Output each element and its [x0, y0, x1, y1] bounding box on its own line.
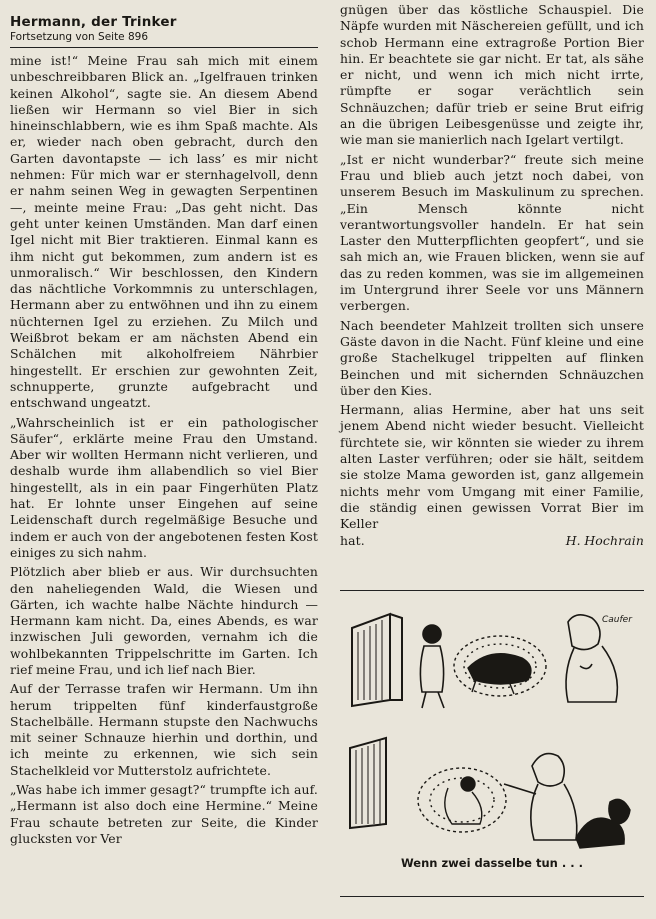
man-figure — [418, 768, 506, 832]
final-paragraph-text: Hermann, alias Hermine, aber hat uns seit jenem Abend nicht wieder besucht. Vielleicht fürchtete sie, wir könnten sie wieder zu ihrem alten Laster verführen; oder sie hält, seitdem sie stolze Mama geworden ist, ganz allgemein nichts mehr vom Umgang mit einer Familie, die ständig einen gewissen Vorrat Bier im Keller — [340, 402, 644, 532]
dog-drawing — [576, 799, 630, 848]
title-rule — [10, 47, 318, 48]
article-title: Hermann, der Trinker — [10, 14, 177, 30]
cartoon-illustration — [340, 588, 644, 888]
paragraph: Auf der Terrasse trafen wir Hermann. Um ihn herum trippelten fünf kinderfaustgroße Stachelbälle. Hermann stupste den Nachwuchs mit seiner Schnauze hierhin und dorthin, und ich meinte zu erkennen, wie sich sein Stachelkleid vor Mutterstolz aufrichtete. — [10, 681, 318, 778]
paragraph: „Ist er nicht wunderbar?“ freute sich meine Frau und blieb auch jetzt noch dabei, von unserem Besuch im Maskulinum zu sprechen. „Ein Mensch könnte nicht verantwortungsvoller handeln. Er hat sein Laster den Mutterpflichten geopfert“, und sie sah mich an, wie Frauen blicken, wenn sie auf das zu reden kommen, was sie im allgemeinen im Untergrund ihrer Seele vor uns Männern verbergen. — [340, 151, 644, 314]
door-drawing — [350, 738, 386, 828]
right-column — [340, 0, 644, 552]
woman-figure — [504, 754, 577, 840]
paragraph: mine ist!“ Meine Frau sah mich mit einem unbeschreibbaren Blick an. „Igelfrauen trinken keinen Alkohol“, sagte sie. An diesem Abend ließen wir Hermann so viel Bier in sich hineinschlabbern, wie es ihm Spaß machte. Als er, wieder nach oben gebracht, durch den Garten davontapste — ich lass’ es mir nicht nehmen: Für mich war er sternhagelvoll, denn er nahm seinen Weg in gewagten Serpentinen —, meinte meine Frau: „Das geht nicht. Das geht unter keinen Umständen. Man darf einen Igel nicht mit Bier traktieren. Einmal kann es ihm nicht gut bekommen, zum andern ist es unmoralisch.“ Wir beschlossen, den Kindern das nächtliche Vorkommnis zu unterschlagen, Hermann aber zu entwöhnen und ihn zu einem nüchternen Igel zu erziehen. Zu Milch und Weißbrot bekam er am nächsten Abend ein Schälchen mit alkoholfreiem Nährbier hingestellt. Er erschien zur gewohnten Zeit, schnupperte, grunzte aufgebracht und entschwand ungeatzt. — [10, 53, 318, 411]
paragraph: „Was habe ich immer gesagt?“ trumpfte ich auf. „Hermann ist also doch eine Hermine.“ Meine Frau schaute betreten zur Seite, die Kinder glucksten vor Ver — [10, 782, 318, 846]
cartoon-bottom-rule — [340, 896, 644, 897]
signature-line — [340, 533, 644, 549]
cartoon-signature: Caufer — [602, 615, 632, 625]
final-word: hat. — [340, 532, 365, 548]
cartoon-caption: Wenn zwei dasselbe tun . . . — [401, 856, 583, 870]
author-name: H. Hochrain — [565, 532, 644, 548]
paragraph: „Wahrscheinlich ist er ein pathologischer Säufer“, erklärte meine Frau den Umstand. Aber wir wollten Hermann nicht verlieren, und deshalb wurde ihm allabendlich so viel Bier hingestellt, als in ein paar Fingerhüten Platz hat. Er lohnte unser Eingehen auf seine Leidenschaft durch regelmäßige Besuche und indem er auch von der angebotenen festen Kost einiges zu sich nahm. — [10, 414, 318, 560]
final-paragraph — [340, 402, 644, 549]
paragraph: Plötzlich aber blieb er aus. Wir durchsuchten den naheliegenden Wald, die Wiesen und Gärten, ich wachte halbe Nächte hindurch — Hermann kam nicht. Da, eines Abends, es war inzwischen Juli geworden, vernahm ich die wohlbekannten Trippelschritte im Garten. Ich rief meine Frau, und ich lief nach Bier. — [10, 564, 318, 677]
man-figure — [420, 625, 444, 708]
door-drawing — [352, 614, 402, 706]
paragraph: gnügen über das köstliche Schauspiel. Die Näpfe wurden mit Näschereien gefüllt, und ich schob Hermann eine extragroße Portion Bier hin. Er beachtete sie gar nicht. Er tat, als sähe er nicht, und wenn ich mich nicht irrte, rümpfte er sogar verächtlich sein Schnäuzchen; dafür trieb er seine Brut eifrig an die übrigen Leibesgenüsse und zeigte ihr, wie man sie manierlich nach Igelart vertilgt. — [340, 2, 644, 148]
left-column — [10, 0, 318, 850]
paragraph: Nach beendeter Mahlzeit trollten sich unsere Gäste davon in die Nacht. Fünf kleine und eine große Stachelkugel trippelten auf flinken Beinchen und mit sichernden Schnäuzchen über den Kies. — [340, 317, 644, 398]
hedgehog-drawing — [454, 636, 546, 696]
continuation-note: Fortsetzung von Seite 896 — [10, 31, 149, 43]
woman-figure — [566, 615, 633, 702]
